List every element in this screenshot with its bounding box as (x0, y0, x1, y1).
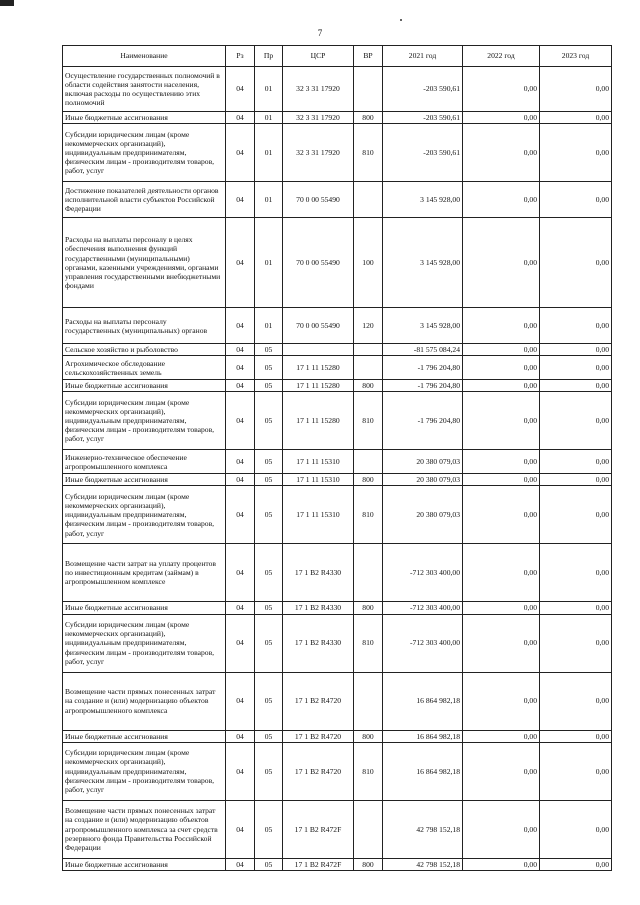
table-row (63, 742, 612, 800)
cell-rz: 04 (226, 858, 255, 870)
cell-2022: 0,00 (463, 112, 540, 124)
cell-2022: 0,00 (463, 730, 540, 742)
cell-vr: 810 (354, 742, 383, 800)
cell-csr: 17 1 11 15280 (283, 356, 354, 380)
cell-2021: -203 590,61 (383, 67, 463, 112)
cell-2022: 0,00 (463, 672, 540, 730)
cell-2021: -1 796 204,80 (383, 380, 463, 392)
cell-csr (283, 344, 354, 356)
cell-vr: 810 (354, 614, 383, 672)
cell-csr: 17 1 11 15310 (283, 474, 354, 486)
cell-name: Осуществление государственных полномочий в области содействия занятости населения, включая расходы по осуществлению этих полномочий (63, 67, 226, 112)
column-header-vr: ВР (354, 46, 383, 67)
cell-vr (354, 544, 383, 602)
cell-csr: 17 1 B2 R4330 (283, 614, 354, 672)
table-row (63, 614, 612, 672)
cell-2022: 0,00 (463, 858, 540, 870)
cell-2023: 0,00 (540, 672, 612, 730)
cell-pr: 01 (255, 67, 283, 112)
column-header-name: Наименование (63, 46, 226, 67)
column-header-2023: 2023 год (540, 46, 612, 67)
cell-name: Субсидии юридическим лицам (кроме некоммерческих организаций), индивидуальным предпринимателям, физическим лицам - производителям товаров, работ, услуг (63, 486, 226, 544)
cell-2023: 0,00 (540, 602, 612, 614)
table-row (63, 858, 612, 870)
cell-2023: 0,00 (540, 308, 612, 344)
table-row (63, 112, 612, 124)
cell-2023: 0,00 (540, 450, 612, 474)
cell-2021: 42 798 152,18 (383, 858, 463, 870)
cell-2023: 0,00 (540, 124, 612, 182)
table-row (63, 124, 612, 182)
scan-corner-mark (0, 0, 14, 6)
cell-csr: 17 1 B2 R472F (283, 858, 354, 870)
cell-pr: 05 (255, 356, 283, 380)
cell-2021: -1 796 204,80 (383, 356, 463, 380)
scan-dot (400, 19, 402, 21)
cell-csr: 17 1 11 15310 (283, 486, 354, 544)
cell-pr: 05 (255, 450, 283, 474)
cell-name: Субсидии юридическим лицам (кроме некоммерческих организаций), индивидуальным предпринимателям, физическим лицам - производителям товаров, работ, услуг (63, 392, 226, 450)
cell-vr (354, 800, 383, 858)
cell-rz: 04 (226, 544, 255, 602)
cell-2022: 0,00 (463, 800, 540, 858)
cell-2021: -203 590,61 (383, 112, 463, 124)
cell-2023: 0,00 (540, 544, 612, 602)
column-header-csr: ЦСР (283, 46, 354, 67)
cell-vr: 810 (354, 124, 383, 182)
cell-2022: 0,00 (463, 380, 540, 392)
cell-2023: 0,00 (540, 182, 612, 218)
cell-rz: 04 (226, 474, 255, 486)
cell-2023: 0,00 (540, 392, 612, 450)
budget-table (62, 45, 612, 871)
cell-vr (354, 672, 383, 730)
cell-rz: 04 (226, 450, 255, 474)
table-row (63, 344, 612, 356)
cell-vr (354, 67, 383, 112)
cell-csr: 17 1 B2 R4720 (283, 730, 354, 742)
cell-vr: 800 (354, 602, 383, 614)
cell-pr: 05 (255, 380, 283, 392)
cell-name: Иные бюджетные ассигнования (63, 474, 226, 486)
cell-pr: 05 (255, 800, 283, 858)
cell-2022: 0,00 (463, 742, 540, 800)
table-row (63, 380, 612, 392)
cell-pr: 05 (255, 344, 283, 356)
cell-rz: 04 (226, 182, 255, 218)
column-header-2022: 2022 год (463, 46, 540, 67)
cell-2021: 16 864 982,18 (383, 672, 463, 730)
cell-name: Субсидии юридическим лицам (кроме некоммерческих организаций), индивидуальным предпринимателям, физическим лицам - производителям товаров, работ, услуг (63, 742, 226, 800)
table-row (63, 800, 612, 858)
cell-rz: 04 (226, 112, 255, 124)
column-header-rz: Рз (226, 46, 255, 67)
cell-rz: 04 (226, 614, 255, 672)
cell-csr: 17 1 11 15280 (283, 380, 354, 392)
cell-name: Возмещение части затрат на уплату процентов по инвестиционным кредитам (займам) в агропромышленном комплексе (63, 544, 226, 602)
cell-rz: 04 (226, 742, 255, 800)
cell-vr: 800 (354, 474, 383, 486)
cell-name: Возмещение части прямых понесенных затрат на создание и (или) модернизацию объектов агропромышленного комплекса (63, 672, 226, 730)
cell-2021: -81 575 084,24 (383, 344, 463, 356)
cell-2023: 0,00 (540, 474, 612, 486)
cell-pr: 01 (255, 124, 283, 182)
cell-2023: 0,00 (540, 356, 612, 380)
cell-vr: 800 (354, 112, 383, 124)
cell-2021: -712 303 400,00 (383, 614, 463, 672)
cell-2021: -712 303 400,00 (383, 602, 463, 614)
cell-2021: -712 303 400,00 (383, 544, 463, 602)
cell-csr: 17 1 B2 R4720 (283, 742, 354, 800)
cell-2021: 42 798 152,18 (383, 800, 463, 858)
cell-csr: 32 3 31 17920 (283, 67, 354, 112)
cell-pr: 05 (255, 672, 283, 730)
table-row (63, 672, 612, 730)
cell-2022: 0,00 (463, 67, 540, 112)
cell-name: Иные бюджетные ассигнования (63, 858, 226, 870)
cell-2022: 0,00 (463, 614, 540, 672)
cell-vr: 810 (354, 486, 383, 544)
cell-rz: 04 (226, 218, 255, 308)
cell-csr: 70 0 00 55490 (283, 182, 354, 218)
cell-csr: 17 1 11 15280 (283, 392, 354, 450)
table-row (63, 218, 612, 308)
cell-pr: 01 (255, 218, 283, 308)
cell-vr: 800 (354, 858, 383, 870)
cell-pr: 05 (255, 858, 283, 870)
cell-name: Расходы на выплаты персоналу государственных (муниципальных) органов (63, 308, 226, 344)
cell-rz: 04 (226, 392, 255, 450)
cell-2023: 0,00 (540, 858, 612, 870)
cell-name: Расходы на выплаты персоналу в целях обеспечения выполнения функций государственными (муниципальными) органами, казенными учреждениями, органами управления государственными внебюджетными фондами (63, 218, 226, 308)
cell-2022: 0,00 (463, 486, 540, 544)
cell-2023: 0,00 (540, 486, 612, 544)
cell-rz: 04 (226, 730, 255, 742)
cell-vr: 810 (354, 392, 383, 450)
table-row (63, 730, 612, 742)
cell-rz: 04 (226, 67, 255, 112)
cell-2023: 0,00 (540, 67, 612, 112)
table-row (63, 474, 612, 486)
table-row (63, 356, 612, 380)
cell-2022: 0,00 (463, 602, 540, 614)
cell-rz: 04 (226, 486, 255, 544)
cell-vr: 800 (354, 730, 383, 742)
cell-csr: 17 1 B2 R472F (283, 800, 354, 858)
table-row (63, 182, 612, 218)
table-header-row (63, 46, 612, 67)
cell-name: Субсидии юридическим лицам (кроме некоммерческих организаций), индивидуальным предпринимателям, физическим лицам - производителям товаров, работ, услуг (63, 614, 226, 672)
cell-pr: 05 (255, 742, 283, 800)
cell-csr: 17 1 B2 R4330 (283, 544, 354, 602)
cell-2023: 0,00 (540, 800, 612, 858)
cell-csr: 17 1 B2 R4330 (283, 602, 354, 614)
table-row (63, 544, 612, 602)
cell-pr: 05 (255, 730, 283, 742)
cell-2021: 20 380 079,03 (383, 474, 463, 486)
cell-vr: 800 (354, 380, 383, 392)
cell-pr: 01 (255, 112, 283, 124)
cell-pr: 05 (255, 486, 283, 544)
cell-pr: 05 (255, 602, 283, 614)
cell-pr: 01 (255, 308, 283, 344)
cell-rz: 04 (226, 356, 255, 380)
cell-vr: 120 (354, 308, 383, 344)
cell-name: Субсидии юридическим лицам (кроме некоммерческих организаций), индивидуальным предпринимателям, физическим лицам - производителям товаров, работ, услуг (63, 124, 226, 182)
cell-2021: 20 380 079,03 (383, 486, 463, 544)
cell-csr: 70 0 00 55490 (283, 218, 354, 308)
cell-2022: 0,00 (463, 308, 540, 344)
cell-2023: 0,00 (540, 614, 612, 672)
cell-rz: 04 (226, 380, 255, 392)
cell-2021: -203 590,61 (383, 124, 463, 182)
column-header-pr: Пр (255, 46, 283, 67)
cell-csr: 32 3 31 17920 (283, 124, 354, 182)
cell-2021: 3 145 928,00 (383, 218, 463, 308)
cell-pr: 01 (255, 182, 283, 218)
cell-vr (354, 450, 383, 474)
cell-name: Иные бюджетные ассигнования (63, 602, 226, 614)
column-header-2021: 2021 год (383, 46, 463, 67)
cell-rz: 04 (226, 308, 255, 344)
cell-name: Сельское хозяйство и рыболовство (63, 344, 226, 356)
cell-pr: 05 (255, 474, 283, 486)
table-row (63, 486, 612, 544)
cell-csr: 70 0 00 55490 (283, 308, 354, 344)
cell-2022: 0,00 (463, 450, 540, 474)
cell-pr: 05 (255, 544, 283, 602)
cell-rz: 04 (226, 124, 255, 182)
cell-name: Возмещение части прямых понесенных затрат на создание и (или) модернизацию объектов агропромышленного комплекса за счет средств резервного фонда Правительства Российской Федерации (63, 800, 226, 858)
cell-2021: 3 145 928,00 (383, 308, 463, 344)
cell-2022: 0,00 (463, 344, 540, 356)
cell-name: Достижение показателей деятельности органов исполнительной власти субъектов Российской Федерации (63, 182, 226, 218)
cell-2022: 0,00 (463, 218, 540, 308)
cell-2022: 0,00 (463, 124, 540, 182)
cell-2021: 16 864 982,18 (383, 742, 463, 800)
cell-2022: 0,00 (463, 544, 540, 602)
cell-2022: 0,00 (463, 356, 540, 380)
cell-pr: 05 (255, 392, 283, 450)
cell-name: Инженерно-техническое обеспечение агропромышленного комплекса (63, 450, 226, 474)
cell-2021: -1 796 204,80 (383, 392, 463, 450)
cell-2021: 20 380 079,03 (383, 450, 463, 474)
table-row (63, 392, 612, 450)
cell-name: Иные бюджетные ассигнования (63, 380, 226, 392)
page-number: 7 (317, 28, 323, 38)
cell-csr: 17 1 B2 R4720 (283, 672, 354, 730)
cell-2023: 0,00 (540, 218, 612, 308)
cell-rz: 04 (226, 800, 255, 858)
table-row (63, 602, 612, 614)
cell-rz: 04 (226, 602, 255, 614)
cell-2023: 0,00 (540, 380, 612, 392)
cell-vr (354, 356, 383, 380)
cell-vr (354, 344, 383, 356)
table-row (63, 450, 612, 474)
cell-vr: 100 (354, 218, 383, 308)
cell-csr: 32 3 31 17920 (283, 112, 354, 124)
cell-rz: 04 (226, 672, 255, 730)
cell-2021: 16 864 982,18 (383, 730, 463, 742)
cell-2023: 0,00 (540, 742, 612, 800)
cell-2023: 0,00 (540, 112, 612, 124)
cell-2022: 0,00 (463, 182, 540, 218)
cell-name: Агрохимическое обследование сельскохозяйственных земель (63, 356, 226, 380)
cell-2021: 3 145 928,00 (383, 182, 463, 218)
cell-vr (354, 182, 383, 218)
cell-rz: 04 (226, 344, 255, 356)
table-row (63, 308, 612, 344)
cell-2022: 0,00 (463, 392, 540, 450)
cell-2023: 0,00 (540, 344, 612, 356)
table-row (63, 67, 612, 112)
cell-name: Иные бюджетные ассигнования (63, 112, 226, 124)
cell-2023: 0,00 (540, 730, 612, 742)
cell-2022: 0,00 (463, 474, 540, 486)
cell-csr: 17 1 11 15310 (283, 450, 354, 474)
cell-pr: 05 (255, 614, 283, 672)
cell-name: Иные бюджетные ассигнования (63, 730, 226, 742)
